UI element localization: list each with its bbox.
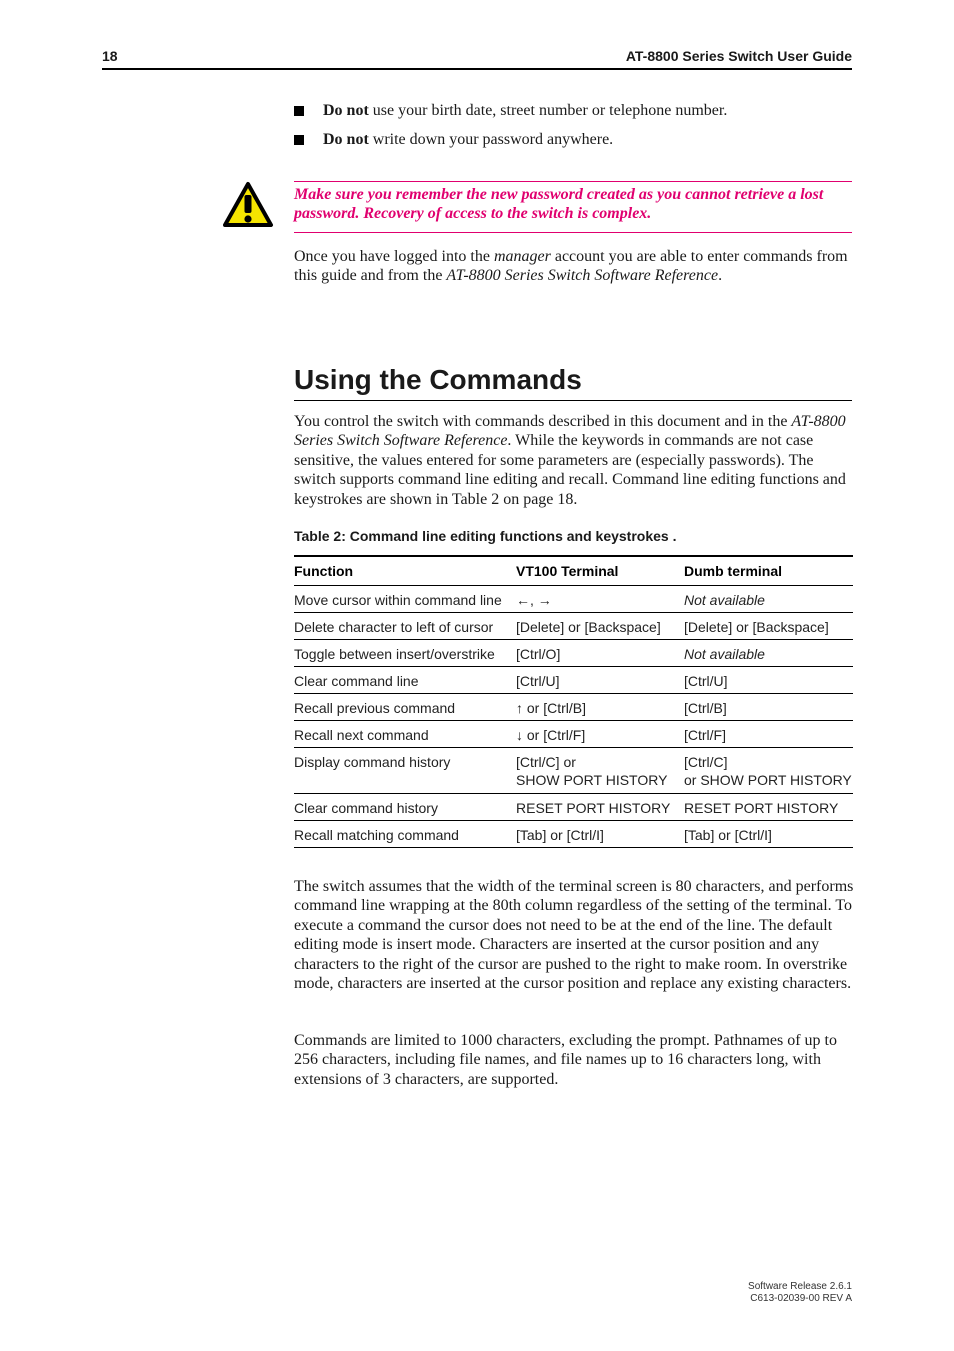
bullet-text: use your birth date, street number or telephone number. — [368, 102, 728, 119]
guide-title: AT-8800 Series Switch User Guide — [625, 48, 852, 64]
warning-note: Make sure you remember the new password created as you cannot retrieve a lost password. Recovery of access to the switch is complex. — [294, 181, 852, 233]
table-row — [294, 748, 853, 794]
section-text: . While the keywords in commands are not case sensitive, the values entered for some parameters are (especially passwords). The switch supports command line editing and recall. Command line editing functions and keystrokes are shown in Table 2 on page 18. — [294, 432, 846, 508]
table-cell — [684, 645, 765, 663]
table-cell-line: SHOW PORT HISTORY — [516, 772, 668, 788]
table-cell: [Ctrl/U] — [516, 673, 560, 689]
table-cell: Toggle between insert/overstrike — [294, 646, 495, 662]
table-cell: [Tab] or [Ctrl/I] — [516, 827, 604, 843]
table-cell: Recall previous command — [294, 700, 456, 716]
section-text: You control the switch with commands described in this document and in the — [294, 413, 792, 430]
table-cell: ↓ or [Ctrl/F] — [516, 727, 586, 743]
section-paragraph — [294, 412, 854, 509]
password-rules-list — [294, 100, 854, 158]
table-cell: RESET PORT HISTORY — [516, 800, 671, 816]
table-cell: [Ctrl/U] — [684, 673, 728, 689]
release-label: Software Release 2.6.1 — [748, 1281, 852, 1292]
table-cell: Display command history — [294, 754, 451, 770]
table-row — [294, 586, 853, 613]
table-caption: Table 2: Command line editing functions and keystrokes . — [294, 528, 677, 544]
table-cell: [Ctrl/O] — [516, 646, 561, 662]
table-row — [294, 667, 853, 694]
intro-paragraph — [294, 247, 854, 286]
intro-reference-title: AT-8800 Series Switch Software Reference — [446, 267, 719, 285]
table-cell — [516, 753, 667, 789]
table-cell — [684, 591, 765, 609]
keystrokes-table — [294, 555, 853, 848]
column-header-function: Function — [294, 563, 354, 579]
table-row — [294, 721, 853, 748]
bullet-emphasis: Do not — [323, 102, 369, 119]
table-cell-line: [Ctrl/C] — [684, 754, 728, 770]
table-cell: ↑ or [Ctrl/B] — [516, 700, 587, 716]
intro-text: . — [718, 267, 723, 285]
table-cell: Recall next command — [294, 727, 429, 743]
page-footer — [748, 1281, 852, 1305]
body-paragraph-1: The switch assumes that the width of the terminal screen is 80 characters, and performs command line wrapping at the 80th column regardless of the setting of the terminal. To execute a command the cursor does not need to be at the end of the line. The default editing mode is insert mode. Characters are inserted at the cursor position and any characters to the right of the cursor are pushed to the right to make room. In overstrike mode, characters are inserted at the cursor position and replace any existing characters. — [294, 878, 854, 993]
table-cell-line: or SHOW PORT HISTORY — [684, 772, 852, 788]
table-cell: [Ctrl/F] — [684, 727, 726, 743]
bullet-square-icon — [294, 106, 304, 116]
column-header-dumb: Dumb terminal — [684, 563, 783, 579]
document-code: C613-02039-00 REV A — [750, 1293, 852, 1304]
body-paragraph-2: Commands are limited to 1000 characters, excluding the prompt. Pathnames of up to 256 characters, including file names, and file names up to 16 characters long, with extensions of 3 characters, are supported. — [294, 1032, 837, 1088]
table-cell: RESET PORT HISTORY — [684, 800, 839, 816]
table-cell: [Delete] or [Backspace] — [684, 619, 829, 635]
bullet-emphasis: Do not — [323, 131, 369, 148]
table-cell: Clear command line — [294, 673, 419, 689]
column-header-vt100: VT100 Terminal — [516, 563, 619, 579]
intro-account-name: manager — [493, 248, 551, 265]
list-item — [294, 100, 854, 129]
table-cell: [Delete] or [Backspace] — [516, 619, 661, 635]
table-cell: Move cursor within command line — [294, 592, 502, 608]
table-cell: Clear command history — [294, 800, 438, 816]
warning-triangle-icon — [222, 181, 274, 229]
table-cell-italic: Not available — [684, 592, 765, 608]
table-cell: [Tab] or [Ctrl/I] — [684, 827, 772, 843]
table-cell — [684, 753, 852, 789]
bullet-text: write down your password anywhere. — [368, 131, 614, 148]
table-cell: Recall matching command — [294, 827, 459, 843]
intro-text: account you are able to enter commands from this guide and from the — [294, 248, 848, 285]
table-header-row — [294, 557, 853, 586]
page-number: 18 — [102, 48, 118, 64]
table-row — [294, 694, 853, 721]
table-row — [294, 640, 853, 667]
section-reference-title: AT-8800 Series Switch Software Reference — [294, 413, 846, 450]
section-heading: Using the Commands — [294, 362, 852, 401]
page-header — [102, 48, 852, 70]
table-row — [294, 821, 853, 848]
table-cell: [Ctrl/B] — [684, 700, 727, 716]
table-row — [294, 613, 853, 640]
table-cell: Delete character to left of cursor — [294, 619, 494, 635]
table-cell-line: [Ctrl/C] or — [516, 754, 576, 770]
table-row — [294, 794, 853, 821]
table-cell-italic: Not available — [684, 646, 765, 662]
intro-text: Once you have logged into the — [294, 248, 494, 265]
bullet-square-icon — [294, 135, 304, 145]
list-item — [294, 129, 854, 158]
table-cell: ←, → — [516, 592, 552, 608]
